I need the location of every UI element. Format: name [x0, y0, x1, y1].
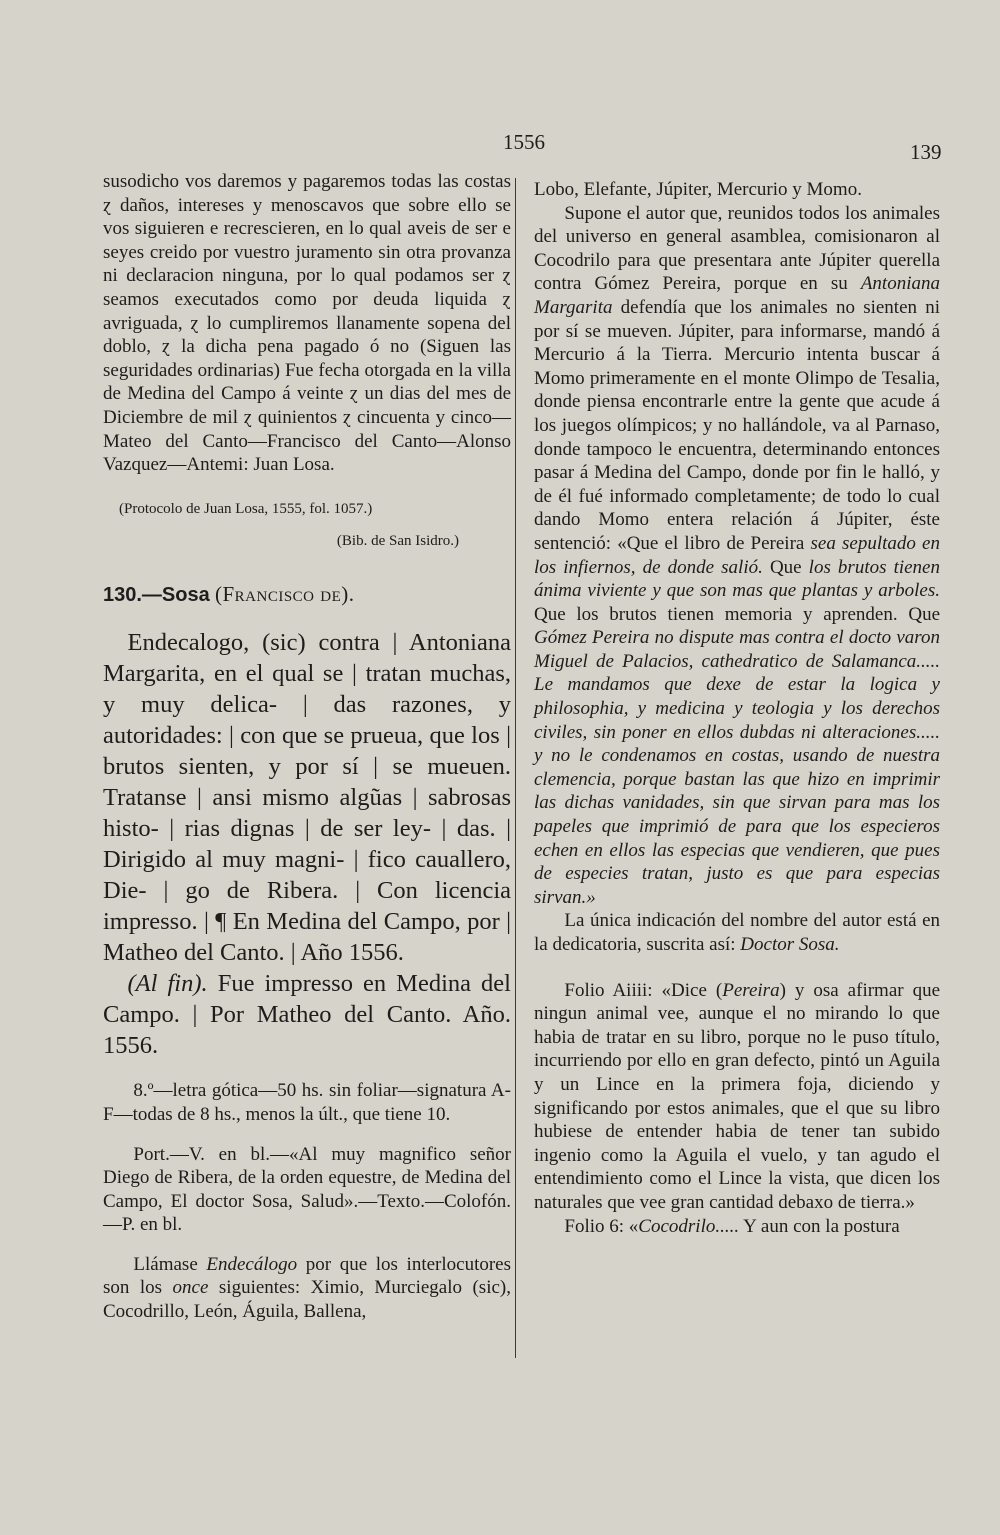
entry-number: 130.—Sosa — [103, 583, 210, 606]
text-run: ) y osa afirmar que ningun animal vee, aunque el no mirando lo que habia de tratar en su libro, porque no le puso título, incurriendo por ello en gran defecto, pintó un Aguila y un Lince en la primera foja, diciendo y significando por estos animales, que el que su libro hubiese de entender habia de tener tan subido ingenio como la Aguila el vuelo, y tan agudo el entendimiento como el Lince la vista, que dicen los naturales que vee gran cantidad debaxo de tierra.» — [534, 979, 940, 1213]
text-run: La única indicación del nombre del autor está en la dedicatoria, suscrita así: — [534, 910, 940, 955]
library-reference: (Bib. de San Isidro.) — [336, 532, 459, 549]
colophon — [103, 968, 511, 1061]
protocol-reference: (Protocolo de Juan Losa, 1555, fol. 1057.) — [119, 500, 373, 517]
column-divider — [515, 178, 516, 1358]
italic-run: Gómez Pereira no dispute mas contra el docto varon Miguel de Palacios, cathedratico de Salamanca..... Le mandamos que dexe de estar la logica y philosophia, y medicina y teologia y los derechos civiles, sin poner en ellos dubdas ni alteraciones..... y no le condenamos en costas, usando de nuestra clemencia, porque bastan las que hizo en imprimir las dichas vanidades, sin que sirvan para mas los papeles que imprimió de para que los especieros echen en ellos las especias que vendieren, que pues de especies tratan, justo es que para especias sirvan.» — [534, 627, 940, 908]
italic-run: sea sepultado en los infiernos, de donde salió. — [534, 532, 940, 578]
running-header-year: 1556 — [503, 130, 545, 154]
text-run: siguientes: Ximio, Murciegalo (sic), Cocodrillo, León, Águila, Ballena, — [103, 1277, 511, 1323]
italic-run: los brutos tienen ánima viviente y que son mas que plantas y arboles. — [534, 556, 940, 602]
text-run: Folio Aiiii: «Dice ( — [564, 979, 723, 1001]
text-run: Que — [769, 556, 802, 578]
colophon-label: (Al fin). — [127, 970, 208, 998]
interlocutors-continued: Lobo, Elefante, Júpiter, Mercurio y Momo. — [534, 179, 862, 200]
text-run: Supone el autor que, reunidos todos los animales del universo en general asamblea, comisionaron al Cocodrilo para que presentara ante Júpiter querella contra Gómez Pereira, porque en su — [534, 202, 940, 295]
italic-run: Cocodrilo..... — [638, 1215, 740, 1237]
colophon-text: Fue impresso en Medina del Campo. | Por Matheo del Canto. Año. 1556. — [103, 970, 511, 1060]
left-column — [103, 170, 511, 1324]
folio-quote — [534, 979, 940, 1215]
summary-paragraph — [534, 202, 940, 910]
text-run: Folio 6: « — [564, 1215, 639, 1237]
text-run: por que los interlocutores son los — [103, 1253, 512, 1299]
text-run: Que los brutos tienen memoria y aprenden. Que — [534, 603, 940, 625]
folio-6-quote — [534, 1215, 940, 1239]
page-number: 139 — [910, 140, 942, 164]
text-run: defendía que los animales no sienten ni por sí se mueven. Júpiter, para informarse, mandó á Mercurio á la Tierra. Mercurio intenta buscar á Momo primeramente en el monte Olimpo de Tesalia, donde piensa encontrarle entre la gente que acude á los juegos olímpicos; y no hallándole, va al Parnaso, donde tampoco le encuentra, determinando entonces pasar á Medina del Campo, donde por fin le halló, y de él fué informado completamente; de todo lo cual dando Momo entera relación á Júpiter, éste sentenció: «Que el libro de Pereira — [534, 296, 941, 554]
italic-run: Pereira — [722, 979, 780, 1001]
text-run: Llámase — [133, 1253, 198, 1275]
italic-run: Antoniana Margarita — [534, 273, 940, 318]
italic-run: once — [172, 1277, 209, 1299]
text-run: Y aun con la postura — [743, 1215, 900, 1237]
contents-note: Port.—V. en bl.—«Al muy magnifico señor Diego de Ribera, de la orden equestre, de Medina del Campo, El doctor Sosa, Salud».—Texto.—Colofón.—P. en bl. — [103, 1143, 511, 1236]
physical-description: 8.º—letra gótica—50 hs. sin foliar—signatura A-F—todas de 8 hs., menos la últ., que tiene 10. — [103, 1080, 511, 1125]
author-note — [534, 909, 940, 956]
italic-run: Doctor Sosa. — [740, 934, 840, 955]
entry-author: (Francisco de). — [214, 581, 355, 606]
right-column — [534, 178, 940, 1238]
book-title: Endecalogo, (sic) contra | Antoniana Margarita, en el qual se | tratan muchas, y muy delica- | das razones, y autoridades: | con que se prueua, que los | brutos sienten, y por sí | se mueuen. Tratanse | ansi mismo algũas | sabrosas histo- | rias dignas | de ser ley- | das. | Dirigido al muy magni- | fico cauallero, Die- | go de Ribera. | Con licencia impresso. | ¶ En Medina del Campo, por | Matheo del Canto. | Año 1556. — [103, 629, 511, 967]
italic-run: Endecálogo — [206, 1253, 298, 1275]
entry-heading — [103, 583, 511, 608]
title-explanation — [103, 1253, 511, 1324]
deed-text: susodicho vos daremos y pagaremos todas las costas ɀ daños, intereses y menoscavos que sobre ello se vos siguieren e recrescieren, en lo qual aveis de ser e seyes creido por vuestro juramento sin otra provanza ni declaracion ninguna, por lo qual podamos ser ɀ seamos executados como por deuda liquida ɀ avriguada, ɀ lo cumpliremos llanamente sopena del doblo, ɀ la dicha pena pagado ó no (Siguen las seguridades ordinarias) Fue fecha otorgada en la villa de Medina del Campo á veinte ɀ un dias del mes de Diciembre de mil ɀ quinientos ɀ cincuenta y cinco—Mateo del Canto—Francisco del Canto—Alonso Vazquez—Antemi: Juan Losa. — [103, 171, 511, 476]
